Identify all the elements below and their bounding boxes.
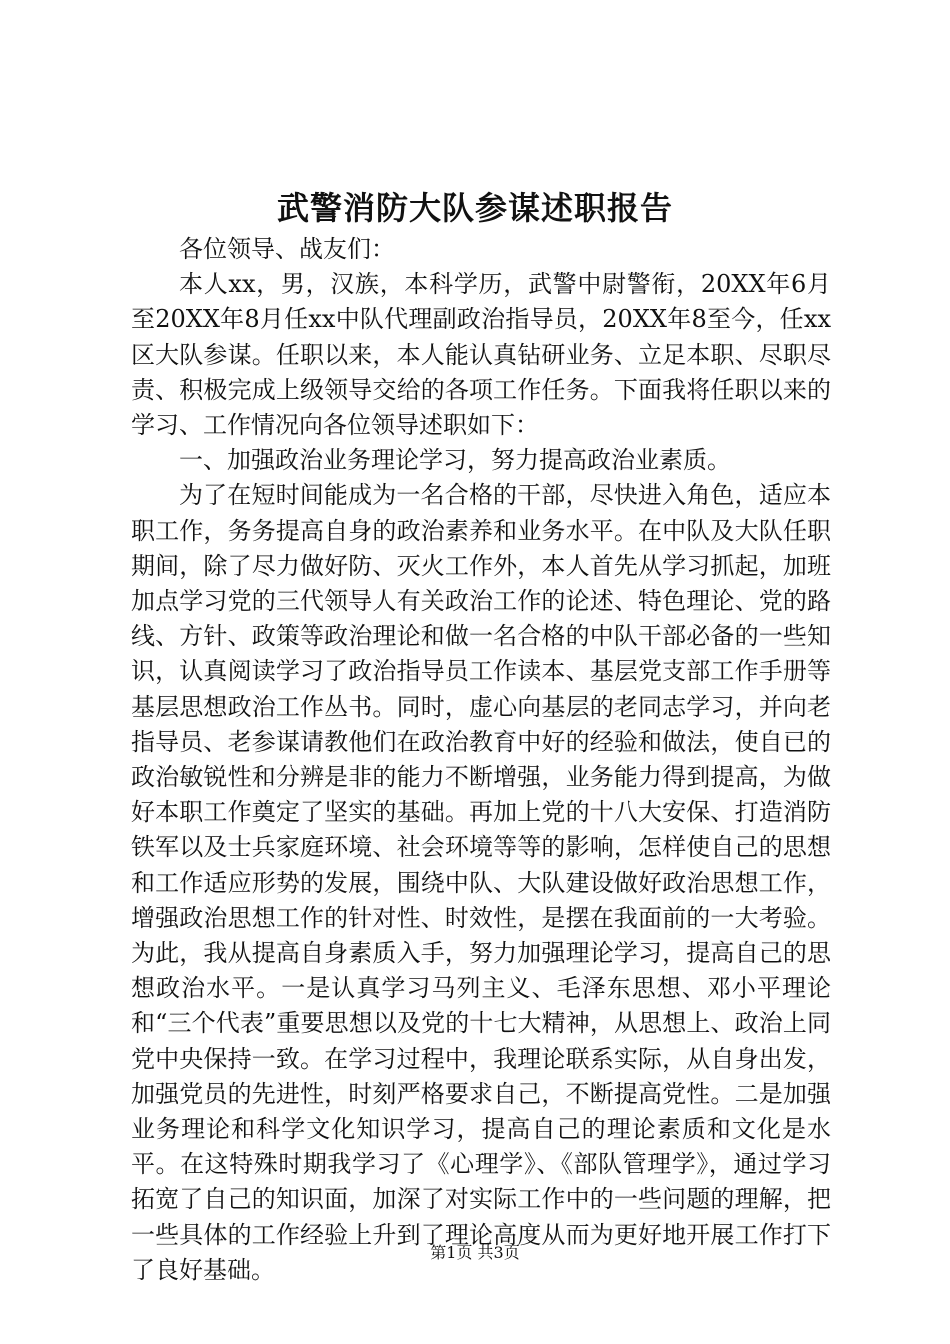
- document-body: [131, 232, 831, 1288]
- section-1-paragraph: 为了在短时间能成为一名合格的干部，尽快进入角色，适应本职工作，务务提高自身的政治素养和业务水平。在中队及大队任职期间，除了尽力做好防、灭火工作外，本人首先从学习抓起，加班加点学习党的三代领导人有关政治工作的论述、特色理论、党的路线、方针、政策等政治理论和做一名合格的中队干部必备的一些知识，认真阅读学习了政治指导员工作读本、基层党支部工作手册等基层思想政治工作丛书。同时，虚心向基层的老同志学习，并向老指导员、老参谋请教他们在政治教育中好的经验和做法，使自已的政治敏锐性和分辨是非的能力不断增强，业务能力得到提高，为做好本职工作奠定了坚实的基础。再加上党的十八大安保、打造消防铁军以及士兵家庭环境、社会环境等等的影响，怎样使自己的思想和工作适应形势的发展，围绕中队、大队建设做好政治思想工作，增强政治思想工作的针对性、时效性，是摆在我面前的一大考验。为此，我从提高自身素质入手，努力加强理论学习，提高自己的思想政治水平。一是认真学习马列主义、毛泽东思想、邓小平理论和“三个代表”重要思想以及党的十七大精神，从思想上、政治上同党中央保持一致。在学习过程中，我理论联系实际，从自身出发，加强党员的先进性，时刻严格要求自己，不断提高党性。二是加强业务理论和科学文化知识学习，提高自己的理论素质和文化是水平。在这特殊时期我学习了《心理学》、《部队管理学》，通过学习拓宽了自己的知识面，加深了对实际工作中的一些问题的理解，把一些具体的工作经验上升到了理论高度从而为更好地开展工作打下了良好基础。: [131, 481, 831, 1284]
- document-title: 武警消防大队参谋述职报告: [276, 189, 673, 227]
- introduction-paragraph: 本人xx，男，汉族，本科学历，武警中尉警衔，20XX年6月至20XX年8月任xx中队代理副政治指导员，20XX年8至今，任xx区大队参谋。任职以来，本人能认真钻研业务、立足本职、尽职尽责、积极完成上级领导交给的各项工作任务。下面我将任职以来的学习、工作情况向各位领导述职如下：: [131, 270, 831, 440]
- salutation-paragraph: 各位领导、战友们：: [179, 235, 395, 263]
- section-heading-1: 一、加强政治业务理论学习，努力提高政治业素质。: [179, 446, 731, 475]
- page-number-footer: 第1页 共3页: [430, 1243, 520, 1262]
